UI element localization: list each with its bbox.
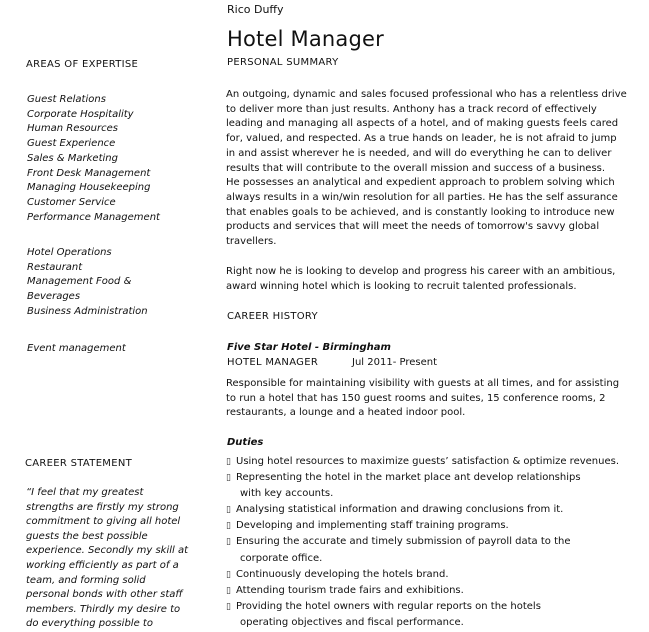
list-item: Managing Housekeeping [27,182,151,194]
bullet-icon: ▯ [226,601,231,612]
career-statement-text: “I feel that my greatest strengths are firstly my strong commitment to giving all hotel guests the best possible experience. Secondly my skill at working efficiently as part of a team, and forming solid personal bonds with other staff members. Thirdly my desire to do everything possible to [26,487,189,630]
employer-name: Five Star Hotel - Birmingham [227,342,391,353]
list-item-continuation: corporate office. [240,552,323,564]
list-item: ▯ Representing the hotel in the market place ant develop relationships [226,470,619,486]
expertise-list-3 [27,342,126,357]
list-item: Restaurant [27,261,83,273]
list-item: ▯ Providing the hotel owners with regular reports on the hotels [226,599,619,615]
career-history-heading: CAREER HISTORY [227,311,318,322]
list-item: ▯ Developing and implementing staff training programs. [226,518,619,534]
list-item: Customer Service [27,196,116,208]
bullet-icon: ▯ [226,521,231,532]
career-statement-heading: CAREER STATEMENT [25,458,133,469]
bullet-icon: ▯ [226,473,231,484]
list-item: ▯ Ensuring the accurate and timely submission of payroll data to the [226,534,619,550]
personal-summary-heading: PERSONAL SUMMARY [227,57,339,68]
list-item: ▯ Continuously developing the hotels brand. [226,567,619,583]
bullet-icon: ▯ [226,537,231,548]
summary-ambition-text: Right now he is looking to develop and progress his career with an ambitious, award winning hotel which is looking to recruit talented professionals. [226,266,616,292]
list-item: Guest Relations [27,94,106,105]
bullet-icon: ▯ [226,569,231,580]
list-item: Beverages [27,291,81,303]
job-dates: Jul 2011- Present [352,357,437,368]
list-item: Management Food & [27,276,132,288]
list-item: ▯ Using hotel resources to maximize guests’ satisfaction & optimize revenues. [226,454,619,470]
expertise-list-2 [27,246,148,320]
list-item-continuation: with key accounts. [240,488,334,500]
personal-summary-text: An outgoing, dynamic and sales focused professional who has a relentless drive to deliver more than just results. Anthony has a track record of effectively leading and managing all aspects of a hotel, and of making guests feels cared for, valued, and respected. As a true hands on leader, he is not afraid to jump in and assist wherever he is needed, and will do everything he can to deliver results that will contribute to the overall mission and success of a business. He possesses an analytical and expedient approach to problem solving which always results in a win/win resolution for all parties. He has the self assurance that enables goals to be achieved, and is constantly looking to introduce new products and services that will meet the needs of tomorrow's savvy global travellers. [226,89,627,248]
candidate-name: Rico Duffy [227,3,284,16]
list-item: Guest Experience [27,138,116,150]
list-item: Sales & Marketing [27,152,118,164]
list-item: Event management [27,343,126,354]
bullet-icon: ▯ [226,505,231,516]
list-item: Human Resources [27,123,118,135]
areas-of-expertise-heading: AREAS OF EXPERTISE [26,59,139,70]
responsibility-text: Responsible for maintaining visibility with guests at all times, and for assisting to run a hotel that has 150 guest rooms and suites, 15 conference rooms, 2 restaurants, a lounge and a heated indoor pool. [226,378,620,419]
job-title: HOTEL MANAGER [227,357,319,368]
list-item: ▯ Analysing statistical information and drawing conclusions from it. [226,502,619,518]
page-title: Hotel Manager [227,27,384,51]
list-item: Business Administration [27,305,148,317]
duties-heading: Duties [227,437,264,448]
list-item: ▯ Attending tourism trade fairs and exhibitions. [226,583,619,599]
list-item: Corporate Hospitality [27,108,134,120]
duties-list [226,454,619,631]
bullet-icon: ▯ [226,585,231,596]
bullet-icon: ▯ [226,457,231,467]
expertise-list-1 [27,93,160,225]
list-item-continuation: operating objectives and fiscal performance. [240,616,464,628]
list-item: Performance Management [27,211,160,223]
list-item: Hotel Operations [27,247,112,258]
list-item: Front Desk Management [27,167,151,179]
